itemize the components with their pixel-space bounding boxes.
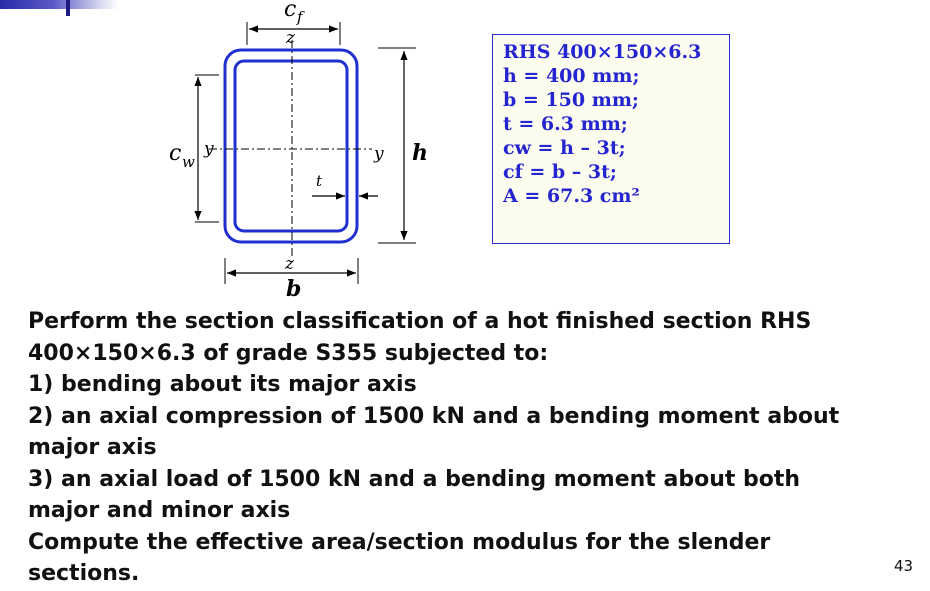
cf-subscript: f	[297, 8, 303, 26]
rhs-outer-outline	[225, 50, 357, 242]
y-left-label: y	[204, 139, 214, 159]
problem-line: 2) an axial compression of 1500 kN and a bending moment about	[28, 403, 840, 429]
property-area: A = 67.3 cm²	[503, 185, 640, 207]
property-t: t = 6.3 mm;	[503, 113, 628, 135]
problem-line: Perform the section classification of a hot finished section RHS	[28, 309, 812, 334]
section-properties-box	[492, 34, 730, 244]
section-designation: RHS 400×150×6.3	[503, 41, 702, 63]
b-label: b	[286, 276, 302, 302]
t-label: t	[316, 172, 323, 190]
cw-label: c	[169, 141, 182, 166]
cf-label: c	[284, 0, 297, 22]
y-right-label: y	[374, 144, 384, 164]
property-h: h = 400 mm;	[503, 65, 640, 87]
problem-line: major and minor axis	[28, 498, 291, 523]
problem-line: sections.	[28, 561, 140, 586]
problem-line: 400×150×6.3 of grade S355 subjected to:	[28, 340, 549, 366]
problem-line: 3) an axial load of 1500 kN and a bending moment about both	[28, 466, 801, 492]
slide-number: 43	[894, 557, 914, 575]
h-label: h	[412, 140, 428, 166]
rhs-section-diagram	[0, 0, 480, 305]
property-cf: cf = b – 3t;	[503, 161, 617, 183]
property-cw: cw = h – 3t;	[503, 137, 626, 159]
rhs-inner-outline	[235, 61, 347, 231]
problem-line: 1) bending about its major axis	[28, 372, 417, 397]
z-bottom-label: z	[285, 254, 294, 274]
cw-subscript: w	[182, 153, 195, 171]
problem-statement	[28, 306, 903, 590]
property-b: b = 150 mm;	[503, 89, 639, 111]
problem-line: major axis	[28, 435, 157, 460]
problem-line: Compute the effective area/section modulus for the slender	[28, 529, 771, 555]
z-top-label: z	[286, 28, 295, 48]
